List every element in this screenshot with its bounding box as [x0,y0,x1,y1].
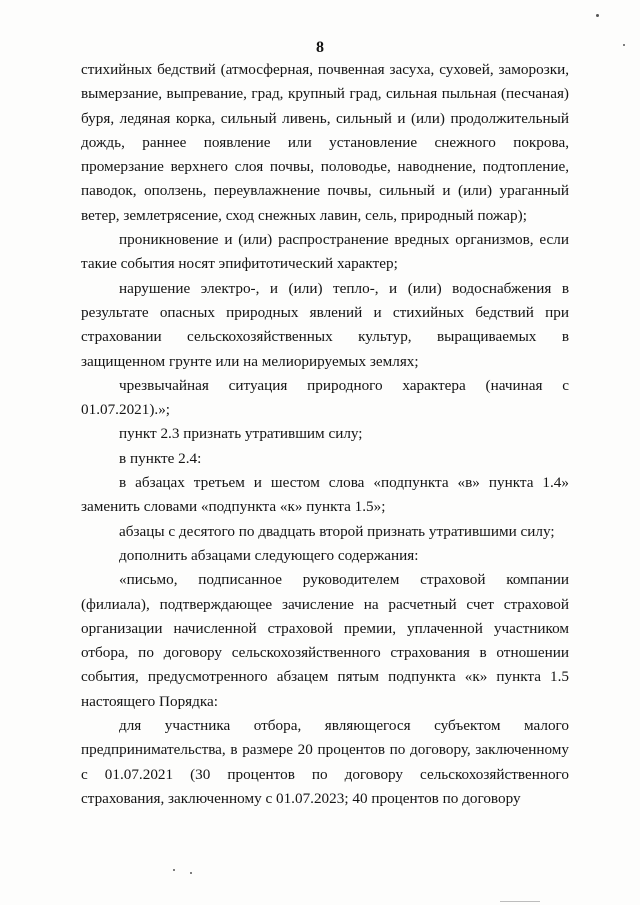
paragraph-clause-2-4: в пункте 2.4: [119,449,202,467]
document-body [81,58,569,811]
paragraph-insurer-letter: «письмо, подписанное руководителем страховой компании (филиала), подтверждающее зачисление на расчетный счет страховой организации начисленной страховой премии, уплаченной участником отбора, по договору сельскохозяйственного страхования в отношении события, предусмотренного абзацем пятым подпункта «к» пункта 1.5 настоящего Порядка: [81,571,569,710]
scan-speck [173,869,175,871]
paragraph-void-paragraphs: абзацы с десятого по двадцать второй признать утратившими силу; [119,522,555,540]
paragraph-emergency: чрезвычайная ситуация природного характера (начиная с 01.07.2021).»; [81,376,569,419]
scan-speck [190,872,192,874]
scan-speck [623,44,625,46]
paragraph-add-paragraphs: дополнить абзацами следующего содержания: [119,546,419,564]
paragraph-utility-disruption: нарушение электро-, и (или) тепло-, и (или) водоснабжения в результате опасных природных явлений и стихийных бедствий при страховании сельскохозяйственных культур, выращиваемых в защищенном грунте или на мелиорируемых землях; [81,279,569,370]
scan-edge-mark [500,901,540,902]
paragraph-hazards-continuation: стихийных бедствий (атмосферная, почвенная засуха, суховей, заморозки, вымерзание, выпревание, град, крупный град, сильная пыльная (песчаная) буря, ледяная корка, сильный ливень, сильный и (или) продолжительный дождь, раннее появление или установление снежного покрова, промерзание верхнего слоя почвы, половодье, наводнение, подтопление, паводок, оползень, переувлажнение почвы, сильный и (или) ураганный ветер, землетрясение, сход снежных лавин, сель, природный пожар); [81,61,569,224]
paragraph-clause-2-3: пункт 2.3 признать утратившим силу; [119,425,363,443]
paragraph-small-business: для участника отбора, являющегося субъектом малого предпринимательства, в размере 20 процентов по договору, заключенному с 01.07.2021 (30 процентов по договору сельскохозяйственного страхования, заключенному с 01.07.2023; 40 процентов по договору [81,717,569,807]
paragraph-harmful-organisms: проникновение и (или) распространение вредных организмов, если такие события носят эпифитотический характер; [81,231,569,273]
scan-speck [596,14,599,17]
paragraph-replace-words: в абзацах третьем и шестом слова «подпункта «в» пункта 1.4» заменить словами «подпункта «к» пункта 1.5»; [81,474,569,516]
page-number: 8 [316,39,324,56]
